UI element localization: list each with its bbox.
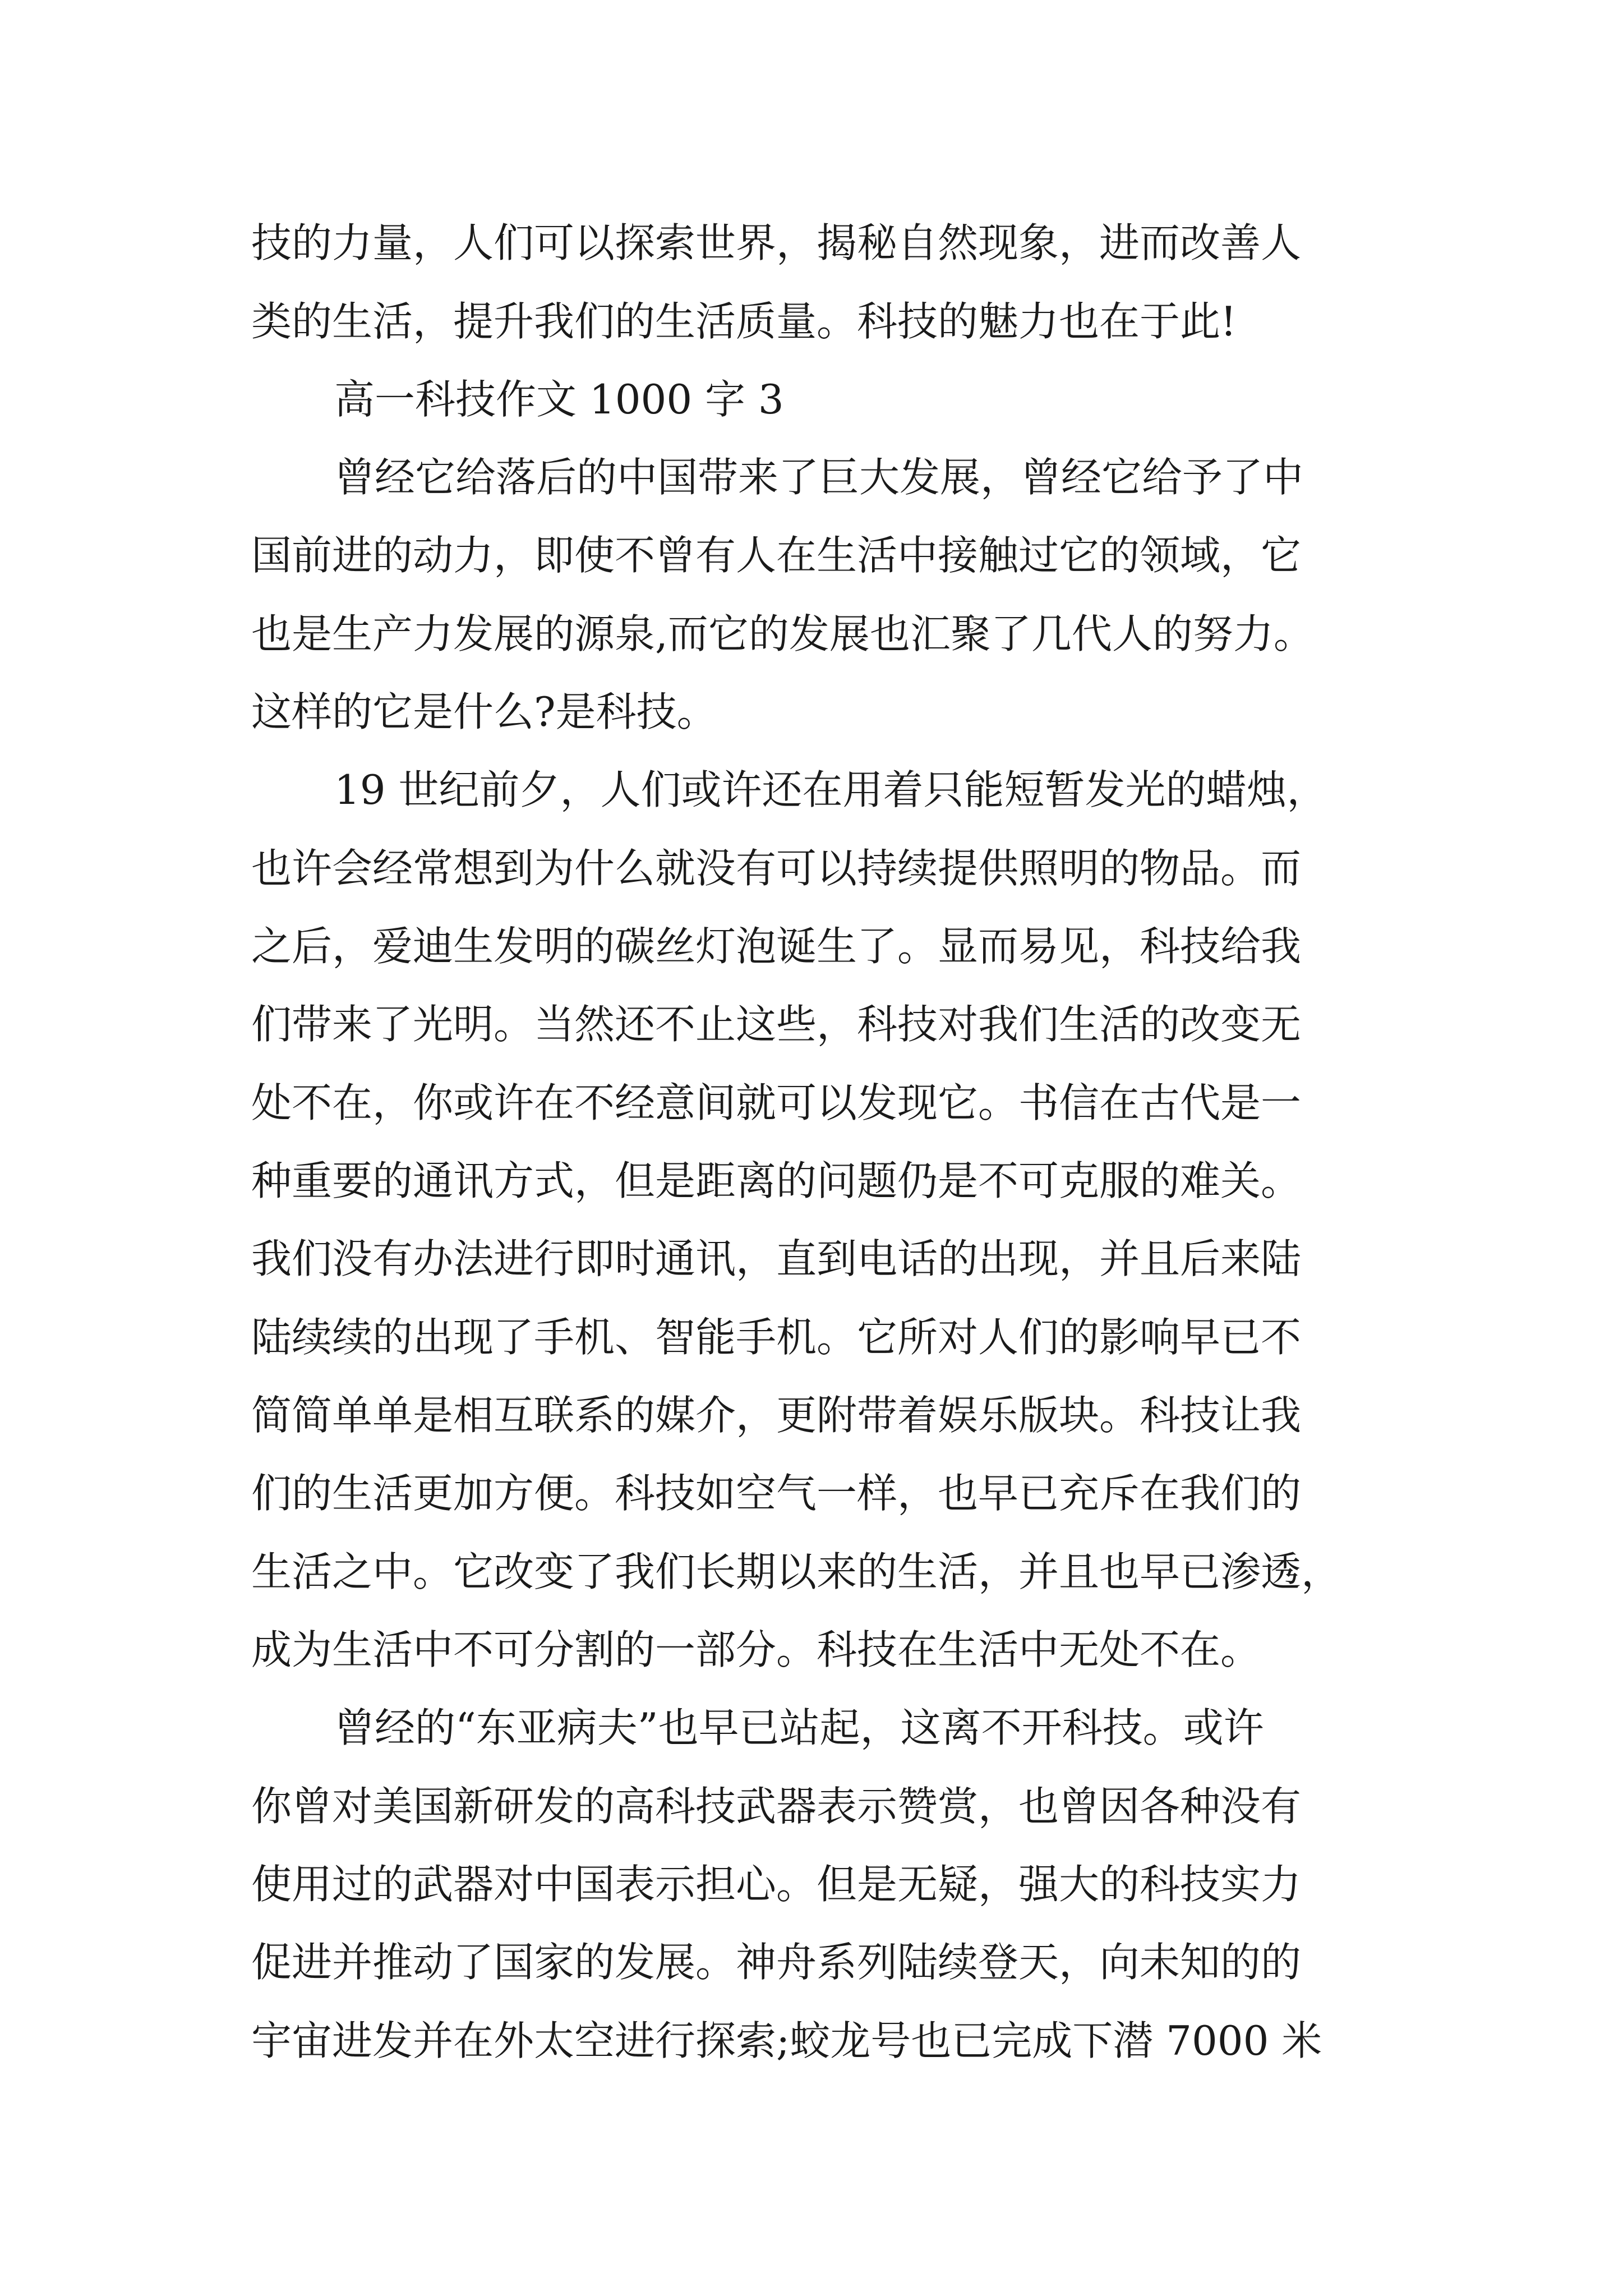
text-line: 生活之中。它改变了我们长期以来的生活，并且也早已渗透， (251, 1548, 1342, 1595)
text-line: 国前进的动力，即使不曾有人在生活中接触过它的领域，它 (251, 532, 1302, 579)
text-line: 使用过的武器对中国表示担心。但是无疑，强大的科技实力 (251, 1861, 1302, 1908)
text-line: 们带来了光明。当然还不止这些，科技对我们生活的改变无 (251, 1001, 1302, 1048)
text-line: 你曾对美国新研发的高科技武器表示赞赏，也曾因各种没有 (251, 1783, 1302, 1830)
text-line: 宇宙进发并在外太空进行探索;蛟龙号也已完成下潜 7000 米 (251, 2017, 1322, 2064)
text-line: 种重要的通讯方式，但是距离的问题仍是不可克服的难关。 (251, 1157, 1302, 1204)
section-heading: 高一科技作文 1000 字 3 (334, 376, 784, 423)
text-line: 成为生活中不可分割的一部分。科技在生活中无处不在。 (251, 1626, 1261, 1673)
text-line: 处不在，你或许在不经意间就可以发现它。书信在古代是一 (251, 1079, 1302, 1126)
text-line: 我们没有办法进行即时通讯，直到电话的出现，并且后来陆 (251, 1235, 1302, 1282)
text-line: 技的力量，人们可以探索世界，揭秘自然现象，进而改善人 (251, 219, 1302, 266)
text-line: 曾经它给落后的中国带来了巨大发展，曾经它给予了中 (334, 454, 1304, 501)
text-line: 这样的它是什么?是科技。 (251, 688, 717, 735)
text-line: 促进并推动了国家的发展。神舟系列陆续登天，向未知的的 (251, 1939, 1302, 1986)
text-line: 类的生活，提升我们的生活质量。科技的魅力也在于此! (251, 298, 1237, 345)
text-line: 陆续续的出现了手机、智能手机。它所对人们的影响早已不 (251, 1314, 1302, 1361)
text-line: 曾经的“东亚病夫”也早已站起，这离不开科技。或许 (334, 1704, 1264, 1751)
text-line: 也是生产力发展的源泉,而它的发展也汇聚了几代人的努力。 (251, 610, 1314, 657)
text-line: 们的生活更加方便。科技如空气一样，也早已充斥在我们的 (251, 1470, 1302, 1517)
text-line: 19 世纪前夕，人们或许还在用着只能短暂发光的蜡烛， (334, 766, 1327, 813)
text-line: 之后，爱迪生发明的碳丝灯泡诞生了。显而易见，科技给我 (251, 923, 1302, 970)
text-line: 也许会经常想到为什么就没有可以持续提供照明的物品。而 (251, 845, 1302, 892)
text-line: 简简单单是相互联系的媒介，更附带着娱乐版块。科技让我 (251, 1392, 1302, 1439)
